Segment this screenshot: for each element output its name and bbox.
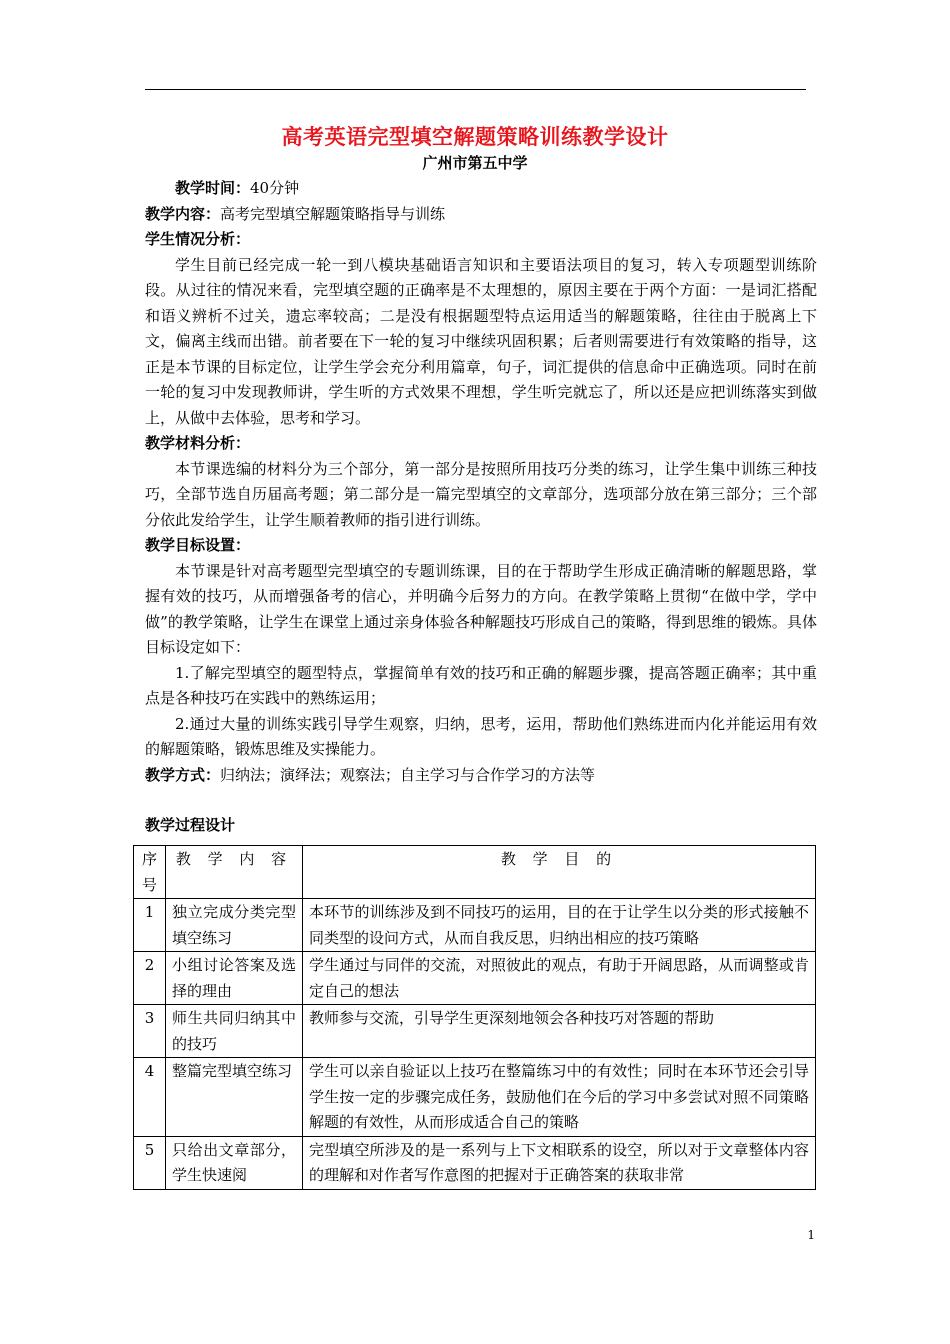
- row-no: 4: [134, 1058, 166, 1137]
- row-content: 只给出文章部分，学生快速阅: [166, 1136, 303, 1189]
- document-body: [145, 176, 817, 839]
- teaching-content-label: 教学内容：: [145, 204, 221, 223]
- header-content: 教 学 内 容: [166, 846, 303, 899]
- process-table: [133, 845, 816, 1190]
- teaching-time-value: 40分钟: [250, 179, 300, 197]
- row-content: 整篇完型填空练习: [166, 1058, 303, 1137]
- teaching-content-value: 高考完型填空解题策略指导与训练: [220, 204, 446, 223]
- goal-text: 本节课是针对高考题型完型填空的专题训练课，目的在于帮助学生形成正确清晰的解题思路，掌握有效的技巧，从而增强备考的信心，并明确今后努力的方向。在教学策略上贯彻“在做中学，学中做”的教学策略，让学生在课堂上通过亲身体验各种解题技巧形成自己的策略，得到思维的锻炼。具体目标设定如下：: [145, 561, 817, 656]
- header-no: 序号: [134, 846, 166, 899]
- teaching-time-line: [145, 176, 817, 202]
- goal-heading: 教学目标设置：: [145, 536, 251, 554]
- row-purpose: 学生通过与同伴的交流，对照彼此的观点，有助于开阔思路，从而调整或肯定自己的想法: [303, 952, 816, 1005]
- process-title: 教学过程设计: [145, 816, 236, 834]
- table-row: [134, 1058, 816, 1137]
- row-no: 3: [134, 1005, 166, 1058]
- row-no: 1: [134, 899, 166, 952]
- row-purpose: 教师参与交流，引导学生更深刻地领会各种技巧对答题的帮助: [303, 1005, 816, 1058]
- teaching-method-label: 教学方式：: [145, 765, 221, 784]
- student-analysis-text: 学生目前已经完成一轮一到八模块基础语言知识和主要语法项目的复习，转入专项题型训练阶段。从过往的情况来看，完型填空题的正确率是不太理想的，原因主要在于两个方面：一是词汇搭配和语义辨析不过关，遗忘率较高；二是没有根据题型特点运用适当的解题策略，往往由于脱离上下文，偏离主线而出错。前者要在下一轮的复习中继续巩固积累；后者则需要进行有效策略的指导，这正是本节课的目标定位，让学生学会充分利用篇章，句子，词汇提供的信息命中正确选项。同时在前一轮的复习中发现教师讲，学生听的方式效果不理想，学生听完就忘了，所以还是应把训练落实到做上，从做中去体验，思考和学习。: [145, 255, 817, 427]
- document-title: 高考英语完型填空解题策略训练教学设计: [281, 124, 669, 149]
- material-analysis-heading: 教学材料分析：: [145, 434, 251, 452]
- row-purpose: 学生可以亲自验证以上技巧在整篇练习中的有效性；同时在本环节还会引导学生按一定的步骤完成任务，鼓励他们在今后的学习中多尝试对照不同策略解题的有效性，从而形成适合自己的策略: [303, 1058, 816, 1137]
- spacer: [145, 788, 817, 813]
- table-row: [134, 1005, 816, 1058]
- page-number: 1: [807, 1228, 815, 1242]
- table-row: [134, 899, 816, 952]
- material-analysis-text: 本节课选编的材料分为三个部分，第一部分是按照所用技巧分类的练习，让学生集中训练三种技巧，全部节选自历届高考题；第二部分是一篇完型填空的文章部分，选项部分放在第三部分；三个部分依此发给学生，让学生顺着教师的指引进行训练。: [145, 459, 817, 529]
- row-no: 5: [134, 1136, 166, 1189]
- school-name: 广州市第五中学: [422, 154, 528, 172]
- table-row: [134, 952, 816, 1005]
- row-purpose: 完型填空所涉及的是一系列与上下文相联系的设空，所以对于文章整体内容的理解和对作者写作意图的把握对于正确答案的获取非常: [303, 1136, 816, 1189]
- table-header-row: [134, 846, 816, 899]
- header-purpose: 教 学 目 的: [303, 846, 816, 899]
- teaching-time-label: 教学时间：: [175, 179, 251, 197]
- row-content: 独立完成分类完型填空练习: [166, 899, 303, 952]
- row-content: 小组讨论答案及选择的理由: [166, 952, 303, 1005]
- teaching-content-line: [145, 202, 817, 228]
- teaching-method-value: 归纳法；演绎法；观察法；自主学习与合作学习的方法等: [220, 765, 596, 784]
- goal-item-2: 2.通过大量的训练实践引导学生观察，归纳，思考，运用，帮助他们熟练进而内化并能运用有效的解题策略，锻炼思维及实操能力。: [145, 714, 817, 758]
- teaching-method-line: [145, 763, 817, 789]
- header-rule: [145, 89, 806, 90]
- row-content: 师生共同归纳其中的技巧: [166, 1005, 303, 1058]
- row-no: 2: [134, 952, 166, 1005]
- student-analysis-heading: 学生情况分析：: [145, 230, 251, 248]
- row-purpose: 本环节的训练涉及到不同技巧的运用，目的在于让学生以分类的形式接触不同类型的设问方式，从而自我反思，归纳出相应的技巧策略: [303, 899, 816, 952]
- table-row: [134, 1136, 816, 1189]
- goal-item-1: 1.了解完型填空的题型特点，掌握简单有效的技巧和正确的解题步骤，提高答题正确率；其中重点是各种技巧在实践中的熟练运用；: [145, 663, 817, 707]
